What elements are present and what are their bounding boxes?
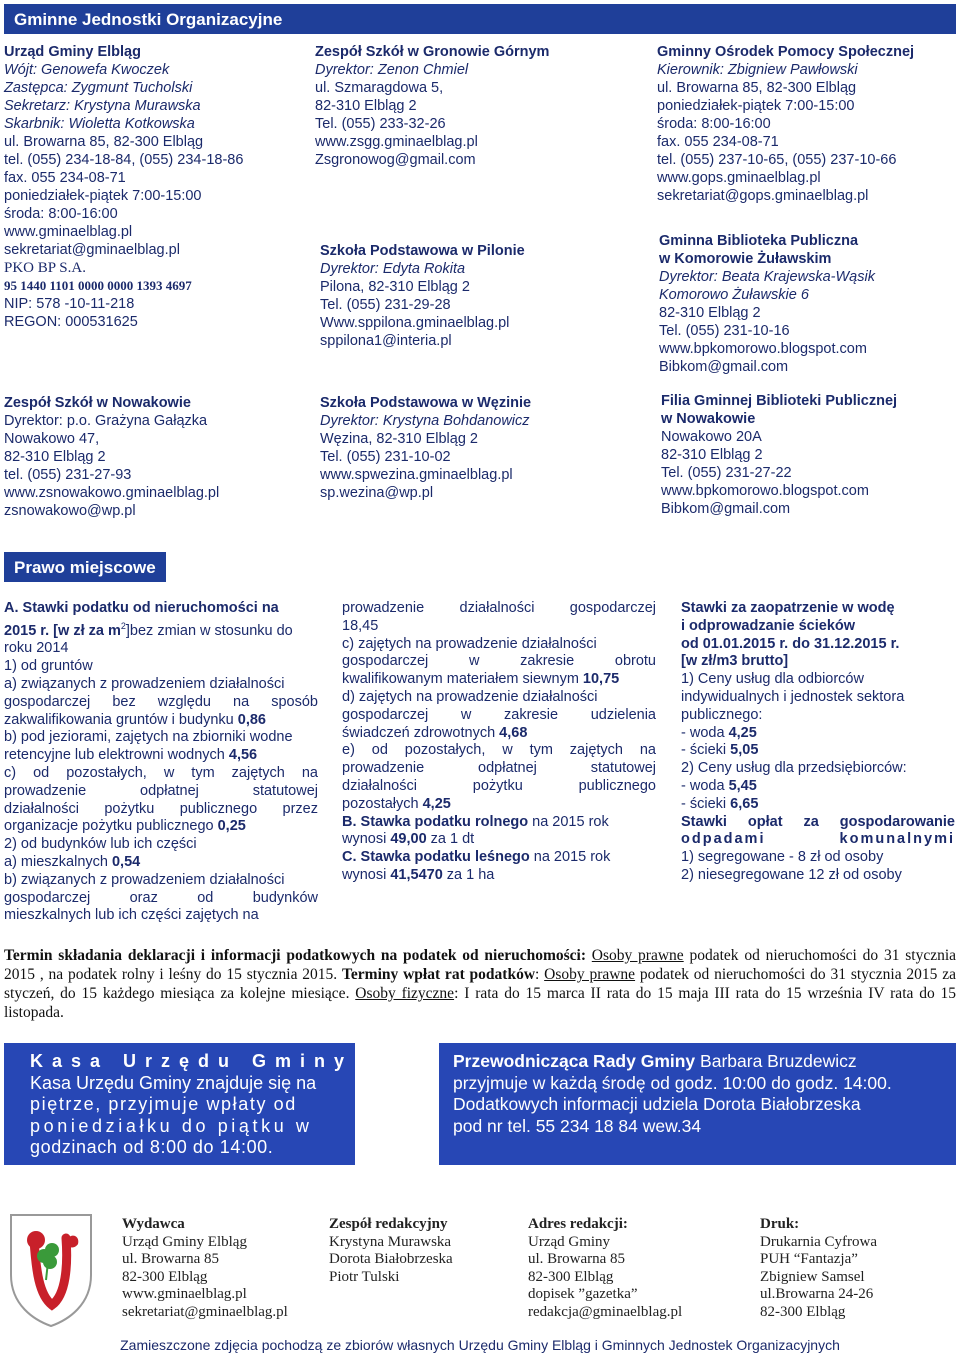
tax-line: mieszkalnych lub ich części zajętych na <box>4 907 259 924</box>
tax-line: gospodarczej oraz od budynków <box>4 889 318 906</box>
biblioteka-website-link[interactable]: www.bpkomorowo.blogspot.com <box>659 341 867 357</box>
filia-line: Nowakowo 20A <box>661 429 762 445</box>
urzad-contact: tel. (055) 234-18-84, (055) 234-18-86 <box>4 152 244 168</box>
water-line: 2) Ceny usług dla przedsiębiorców: <box>681 760 907 777</box>
water-line: - woda 5,45 <box>681 777 757 794</box>
zsn-line: Nowakowo 47, <box>4 431 100 447</box>
sp-wezina-email-link[interactable]: sp.wezina@wp.pl <box>320 485 434 501</box>
footer-line: dopisek ”gazetka” <box>528 1286 638 1302</box>
tax-line: działalności pożytku publicznego przez <box>4 800 318 817</box>
zsg-email-link[interactable]: Zsgronowog@gmail.com <box>315 152 476 168</box>
bank-name: PKO BP S.A. <box>4 260 86 276</box>
urzad-gminy-block <box>4 43 243 331</box>
tax-line: gospodarczej w zakresie obrotu <box>342 653 656 670</box>
rada-line: Dodatkowych informacji udziela Dorota Białobrzeska <box>453 1094 861 1114</box>
water-line: - woda 4,25 <box>681 724 757 741</box>
gops-name: Gminny Ośrodek Pomocy Społecznej <box>657 44 915 60</box>
footer-line: Drukarnia Cyfrowa <box>760 1233 878 1250</box>
bank-account: 95 1440 1101 0000 0000 1393 4697 <box>4 278 192 293</box>
footer-title: Zespół redakcyjny <box>329 1216 448 1232</box>
rada-line: pod nr tel. 55 234 18 84 wew.34 <box>453 1115 702 1136</box>
kasa-title: Kasa Urzędu Gminy <box>30 1051 354 1071</box>
biblioteka-block <box>659 232 875 376</box>
kasa-info-box <box>4 1043 355 1165</box>
sp-pilona-director: Dyrektor: Edyta Rokita <box>320 261 466 277</box>
tax-line: zakwalifikowania gruntów i budynku 0,86 <box>4 711 266 728</box>
tax-line: pozostałych 4,25 <box>342 795 451 812</box>
biblioteka-line: Tel. (055) 231-10-16 <box>659 323 790 339</box>
waste-heading: odpadami komunalnymi <box>681 831 955 848</box>
water-heading: i odprowadzanie ścieków <box>681 617 856 634</box>
sp-wezina-line: Tel. (055) 231-10-02 <box>320 449 451 465</box>
urzad-contact: ul. Browarna 85, 82-300 Elbląg <box>4 134 204 150</box>
tax-line-lesny: C. Stawka podatku leśnego na 2015 rok <box>342 849 611 866</box>
sp-pilona-website-link[interactable]: Www.sppilona.gminaelblag.pl <box>320 315 510 331</box>
filia-email-link[interactable]: Bibkom@gmail.com <box>661 501 791 517</box>
footer-line: Urząd Gminy Elbląg <box>122 1233 247 1250</box>
biblioteka-name: w Komorowie Żuławskim <box>659 251 832 267</box>
filia-block <box>661 392 897 518</box>
tax-line: 2) od budynków lub ich części <box>4 836 197 853</box>
footer-title: Adres redakcji: <box>528 1216 628 1232</box>
tax-line: działalności pożytku publicznego <box>342 777 656 794</box>
tax-line: b) związanych z prowadzeniem działalności <box>4 871 285 888</box>
footer-druk <box>760 1216 877 1321</box>
sp-pilona-block <box>320 242 525 350</box>
footer-line: ul.Browarna 24-26 <box>760 1286 874 1302</box>
tax-line: c) od pozostałych, w tym zajętych na <box>4 765 318 781</box>
section-header-jednostki: Gminne Jednostki Organizacyjne <box>4 4 956 34</box>
zsg-line: ul. Szmaragdowa 5, <box>315 80 444 96</box>
footer-line: PUH “Fantazja” <box>760 1251 858 1267</box>
waste-heading: Stawki opłat za gospodarowanie <box>681 813 955 830</box>
zsn-line: Dyrektor: p.o. Grażyna Gałązka <box>4 413 208 429</box>
footer-email-link[interactable]: redakcja@gminaelblag.pl <box>528 1303 683 1320</box>
biblioteka-email-link[interactable]: Bibkom@gmail.com <box>659 359 789 375</box>
footer-line: Krystyna Murawska <box>329 1233 452 1250</box>
sp-wezina-line: Węzina, 82-310 Elbląg 2 <box>320 431 478 447</box>
tax-line: świadczeń zdrowotnych 4,68 <box>342 724 528 741</box>
zsn-email-link[interactable]: zsnowakowo@wp.pl <box>4 503 136 519</box>
biblioteka-name: Gminna Biblioteka Publiczna <box>659 233 859 249</box>
tax-line: prowadzenie odpłatnej statutowej <box>342 760 656 777</box>
sp-pilona-line: Tel. (055) 231-29-28 <box>320 297 451 313</box>
rada-line: przyjmuje w każdą środę od godz. 10:00 do godz. 14:00. <box>453 1072 892 1093</box>
footer-website-link[interactable]: www.gminaelblag.pl <box>122 1286 247 1302</box>
tax-line: wynosi 41,5470 za 1 ha <box>342 866 495 883</box>
water-heading: Stawki za zaopatrzenie w wodę <box>681 600 895 616</box>
tax-line: a) mieszkalnych 0,54 <box>4 853 141 870</box>
water-line: publicznego: <box>681 706 763 723</box>
tax-deadlines-paragraph: Termin składania deklaracji i informacji podatkowych na podatek od nieruchomości: Osoby prawne podatek od nieruchomości do 31 stycznia 2015 , na podatek rolny i leśny do 15 stycznia 2015. Terminy wpłat rat podatków: Osoby prawne podatek od nieruchomości do 31 stycznia 2015 za styczeń, do 15 każdego miesiąca za kolejne miesiące. Osoby fizyczne: I rata do 15 marca II rata do 15 maja III rata do 15 września IV rata do 15 listopada. <box>4 947 957 1021</box>
urzad-line: Skarbnik: Wioletta Kotkowska <box>4 116 195 132</box>
zsn-block <box>4 394 219 520</box>
water-line: 1) Ceny usług dla odbiorców <box>681 671 864 688</box>
coat-of-arms-icon <box>6 1210 96 1330</box>
sp-wezina-director: Dyrektor: Krystyna Bohdanowicz <box>320 413 530 429</box>
footer-line: 82-300 Elbląg <box>122 1268 208 1285</box>
gops-line: fax. 055 234-08-71 <box>657 134 779 150</box>
tax-line: 1) od gruntów <box>4 658 93 675</box>
filia-line: 82-310 Elbląg 2 <box>661 447 763 463</box>
tax-line: kwalifikowanym materiałem siewnym 10,75 <box>342 671 620 688</box>
zsg-line: 82-310 Elbląg 2 <box>315 98 417 114</box>
footer-title: Druk: <box>760 1216 800 1232</box>
zsn-name: Zespół Szkół w Nowakowie <box>4 395 191 411</box>
water-heading: [w zł/m3 brutto] <box>681 653 789 670</box>
footer-line: ul. Browarna 85 <box>122 1251 220 1267</box>
zsn-website-link[interactable]: www.zsnowakowo.gminaelblag.pl <box>4 485 220 501</box>
biblioteka-address: Komorowo Żuławskie 6 <box>659 287 809 303</box>
urzad-id: NIP: 578 -10-11-218 <box>4 296 135 312</box>
tax-column-2 <box>342 600 656 885</box>
rada-title-line: Przewodnicząca Rady Gminy Barbara Bruzdewicz <box>453 1051 857 1071</box>
filia-line: Tel. (055) 231-27-22 <box>661 465 792 481</box>
water-heading: od 01.01.2015 r. do 31.12.2015 r. <box>681 635 900 652</box>
photo-credits: Zamieszczone zdjęcia pochodzą ze zbiorów własnych Urzędu Gminy Elbląg i Gminnych Jednostek Organizacyjnych <box>120 1337 840 1353</box>
tax-line: 18,45 <box>342 617 379 634</box>
kasa-line: piętrze, przyjmuje wpłaty od <box>30 1094 297 1114</box>
tax-line: wynosi 49,00 za 1 dt <box>342 831 475 848</box>
tax-column-3 <box>681 600 955 885</box>
gops-email-link[interactable]: sekretariat@gops.gminaelblag.pl <box>657 188 869 204</box>
filia-name: Filia Gminnej Biblioteki Publicznej <box>661 393 898 409</box>
footer-title: Wydawca <box>122 1216 185 1232</box>
urzad-id: REGON: 000531625 <box>4 314 138 330</box>
tax-heading: A. Stawki podatku od nieruchomości na <box>4 600 279 616</box>
footer-wydawca <box>122 1216 288 1321</box>
tax-line: gospodarczej w zakresie udzielenia <box>342 706 656 723</box>
tax-line: roku 2014 <box>4 640 69 657</box>
filia-name: w Nowakowie <box>661 411 756 427</box>
footer-line: 82-300 Elbląg <box>528 1268 614 1285</box>
tax-line: organizacje pożytku publicznego 0,25 <box>4 818 246 835</box>
tax-heading-2: 2015 r. [w zł za $m^2]bez$ zmian w stosunku do <box>4 620 293 639</box>
urzad-contact: środa: 8:00-16:00 <box>4 206 118 222</box>
sp-pilona-email-link[interactable]: sppilona1@interia.pl <box>320 333 452 349</box>
urzad-contact: poniedziałek-piątek 7:00-15:00 <box>4 188 202 204</box>
tax-line: e) od pozostałych, w tym zajętych na <box>342 742 656 759</box>
sp-pilona-name: Szkoła Podstawowa w Pilonie <box>320 243 525 259</box>
gops-line: ul. Browarna 85, 82-300 Elbląg <box>657 80 857 96</box>
urzad-name: Urząd Gminy Elbląg <box>4 44 141 60</box>
sp-pilona-line: Pilona, 82-310 Elbląg 2 <box>320 279 470 295</box>
footer-line: Piotr Tulski <box>329 1268 400 1285</box>
footer-line: 82-300 Elbląg <box>760 1303 846 1320</box>
tax-line: a) związanych z prowadzeniem działalności <box>4 676 285 693</box>
zsg-website-link[interactable]: www.zsgg.gminaelblag.pl <box>315 134 478 150</box>
tax-line: gospodarczej bez względu na sposób <box>4 693 318 710</box>
zsg-line: Tel. (055) 233-32-26 <box>315 116 446 132</box>
footer-line: Dorota Białobrzeska <box>329 1251 453 1267</box>
zsn-line: tel. (055) 231-27-93 <box>4 467 132 483</box>
gops-block <box>657 43 914 205</box>
tax-line: d) zajętych na prowadzenie działalności <box>342 688 598 705</box>
gops-head: Kierownik: Zbigniew Pawłowski <box>657 62 858 78</box>
water-line: indywidualnych i jednostek sektora <box>681 688 905 705</box>
gops-line: tel. (055) 237-10-65, (055) 237-10-66 <box>657 152 897 168</box>
footer-adres <box>528 1216 682 1321</box>
sp-wezina-name: Szkoła Podstawowa w Węzinie <box>320 395 532 411</box>
urzad-email-link[interactable]: sekretariat@gminaelblag.pl <box>4 242 180 258</box>
water-line: - ścieki 5,05 <box>681 742 759 759</box>
tax-line: prowadzenie działalności gospodarczej <box>342 600 656 616</box>
zsn-line: 82-310 Elbląg 2 <box>4 449 106 465</box>
tax-line: c) zajętych na prowadzenie działalności <box>342 635 597 652</box>
tax-line: b) pod jeziorami, zajętych na zbiorniki wodne <box>4 729 293 746</box>
rada-info-box <box>439 1043 956 1165</box>
kasa-line: Kasa Urzędu Gminy znajduje się na <box>30 1072 317 1093</box>
footer-line: ul. Browarna 85 <box>528 1251 626 1267</box>
water-line: - ścieki 6,65 <box>681 795 759 812</box>
footer-line: Zbigniew Samsel <box>760 1268 865 1285</box>
tax-line-rolny: B. Stawka podatku rolnego na 2015 rok <box>342 813 609 830</box>
gops-line: poniedziałek-piątek 7:00-15:00 <box>657 98 855 114</box>
kasa-line: godzinach od 8:00 do 14:00. <box>30 1137 274 1157</box>
kasa-line: poniedziałku do piątku w <box>30 1115 313 1136</box>
tax-line: retencyjne lub elektrowni wodnych 4,56 <box>4 747 258 764</box>
gops-website-link[interactable]: www.gops.gminaelblag.pl <box>657 170 821 186</box>
zsg-name: Zespół Szkół w Gronowie Górnym <box>315 44 550 60</box>
tax-line: prowadzenie odpłatnej statutowej <box>4 782 318 799</box>
urzad-line: Zastępca: Zygmunt Tucholski <box>4 80 193 96</box>
footer-zespol <box>329 1216 453 1286</box>
urzad-contact: fax. 055 234-08-71 <box>4 170 126 186</box>
sp-wezina-block <box>320 394 531 502</box>
waste-line: 1) segregowane - 8 zł od osoby <box>681 849 884 866</box>
footer-line: Urząd Gminy <box>528 1233 611 1250</box>
tax-column-1 <box>4 600 318 925</box>
zsg-director: Dyrektor: Zenon Chmiel <box>315 62 469 78</box>
gops-line: środa: 8:00-16:00 <box>657 116 771 132</box>
footer-email-link[interactable]: sekretariat@gminaelblag.pl <box>122 1303 288 1320</box>
sp-wezina-website-link[interactable]: www.spwezina.gminaelblag.pl <box>320 467 513 483</box>
urzad-line: Sekretarz: Krystyna Murawska <box>4 98 201 114</box>
section-header-prawo: Prawo miejscowe <box>4 552 166 582</box>
biblioteka-line: 82-310 Elbląg 2 <box>659 305 761 321</box>
urzad-line: Wójt: Genowefa Kwoczek <box>4 62 170 78</box>
filia-website-link[interactable]: www.bpkomorowo.blogspot.com <box>661 483 869 499</box>
zsg-block <box>315 43 549 169</box>
urzad-website-link[interactable]: www.gminaelblag.pl <box>4 224 133 240</box>
waste-line: 2) niesegregowane 12 zł od osoby <box>681 866 902 883</box>
biblioteka-director: Dyrektor: Beata Krajewska-Wąsik <box>659 269 875 285</box>
